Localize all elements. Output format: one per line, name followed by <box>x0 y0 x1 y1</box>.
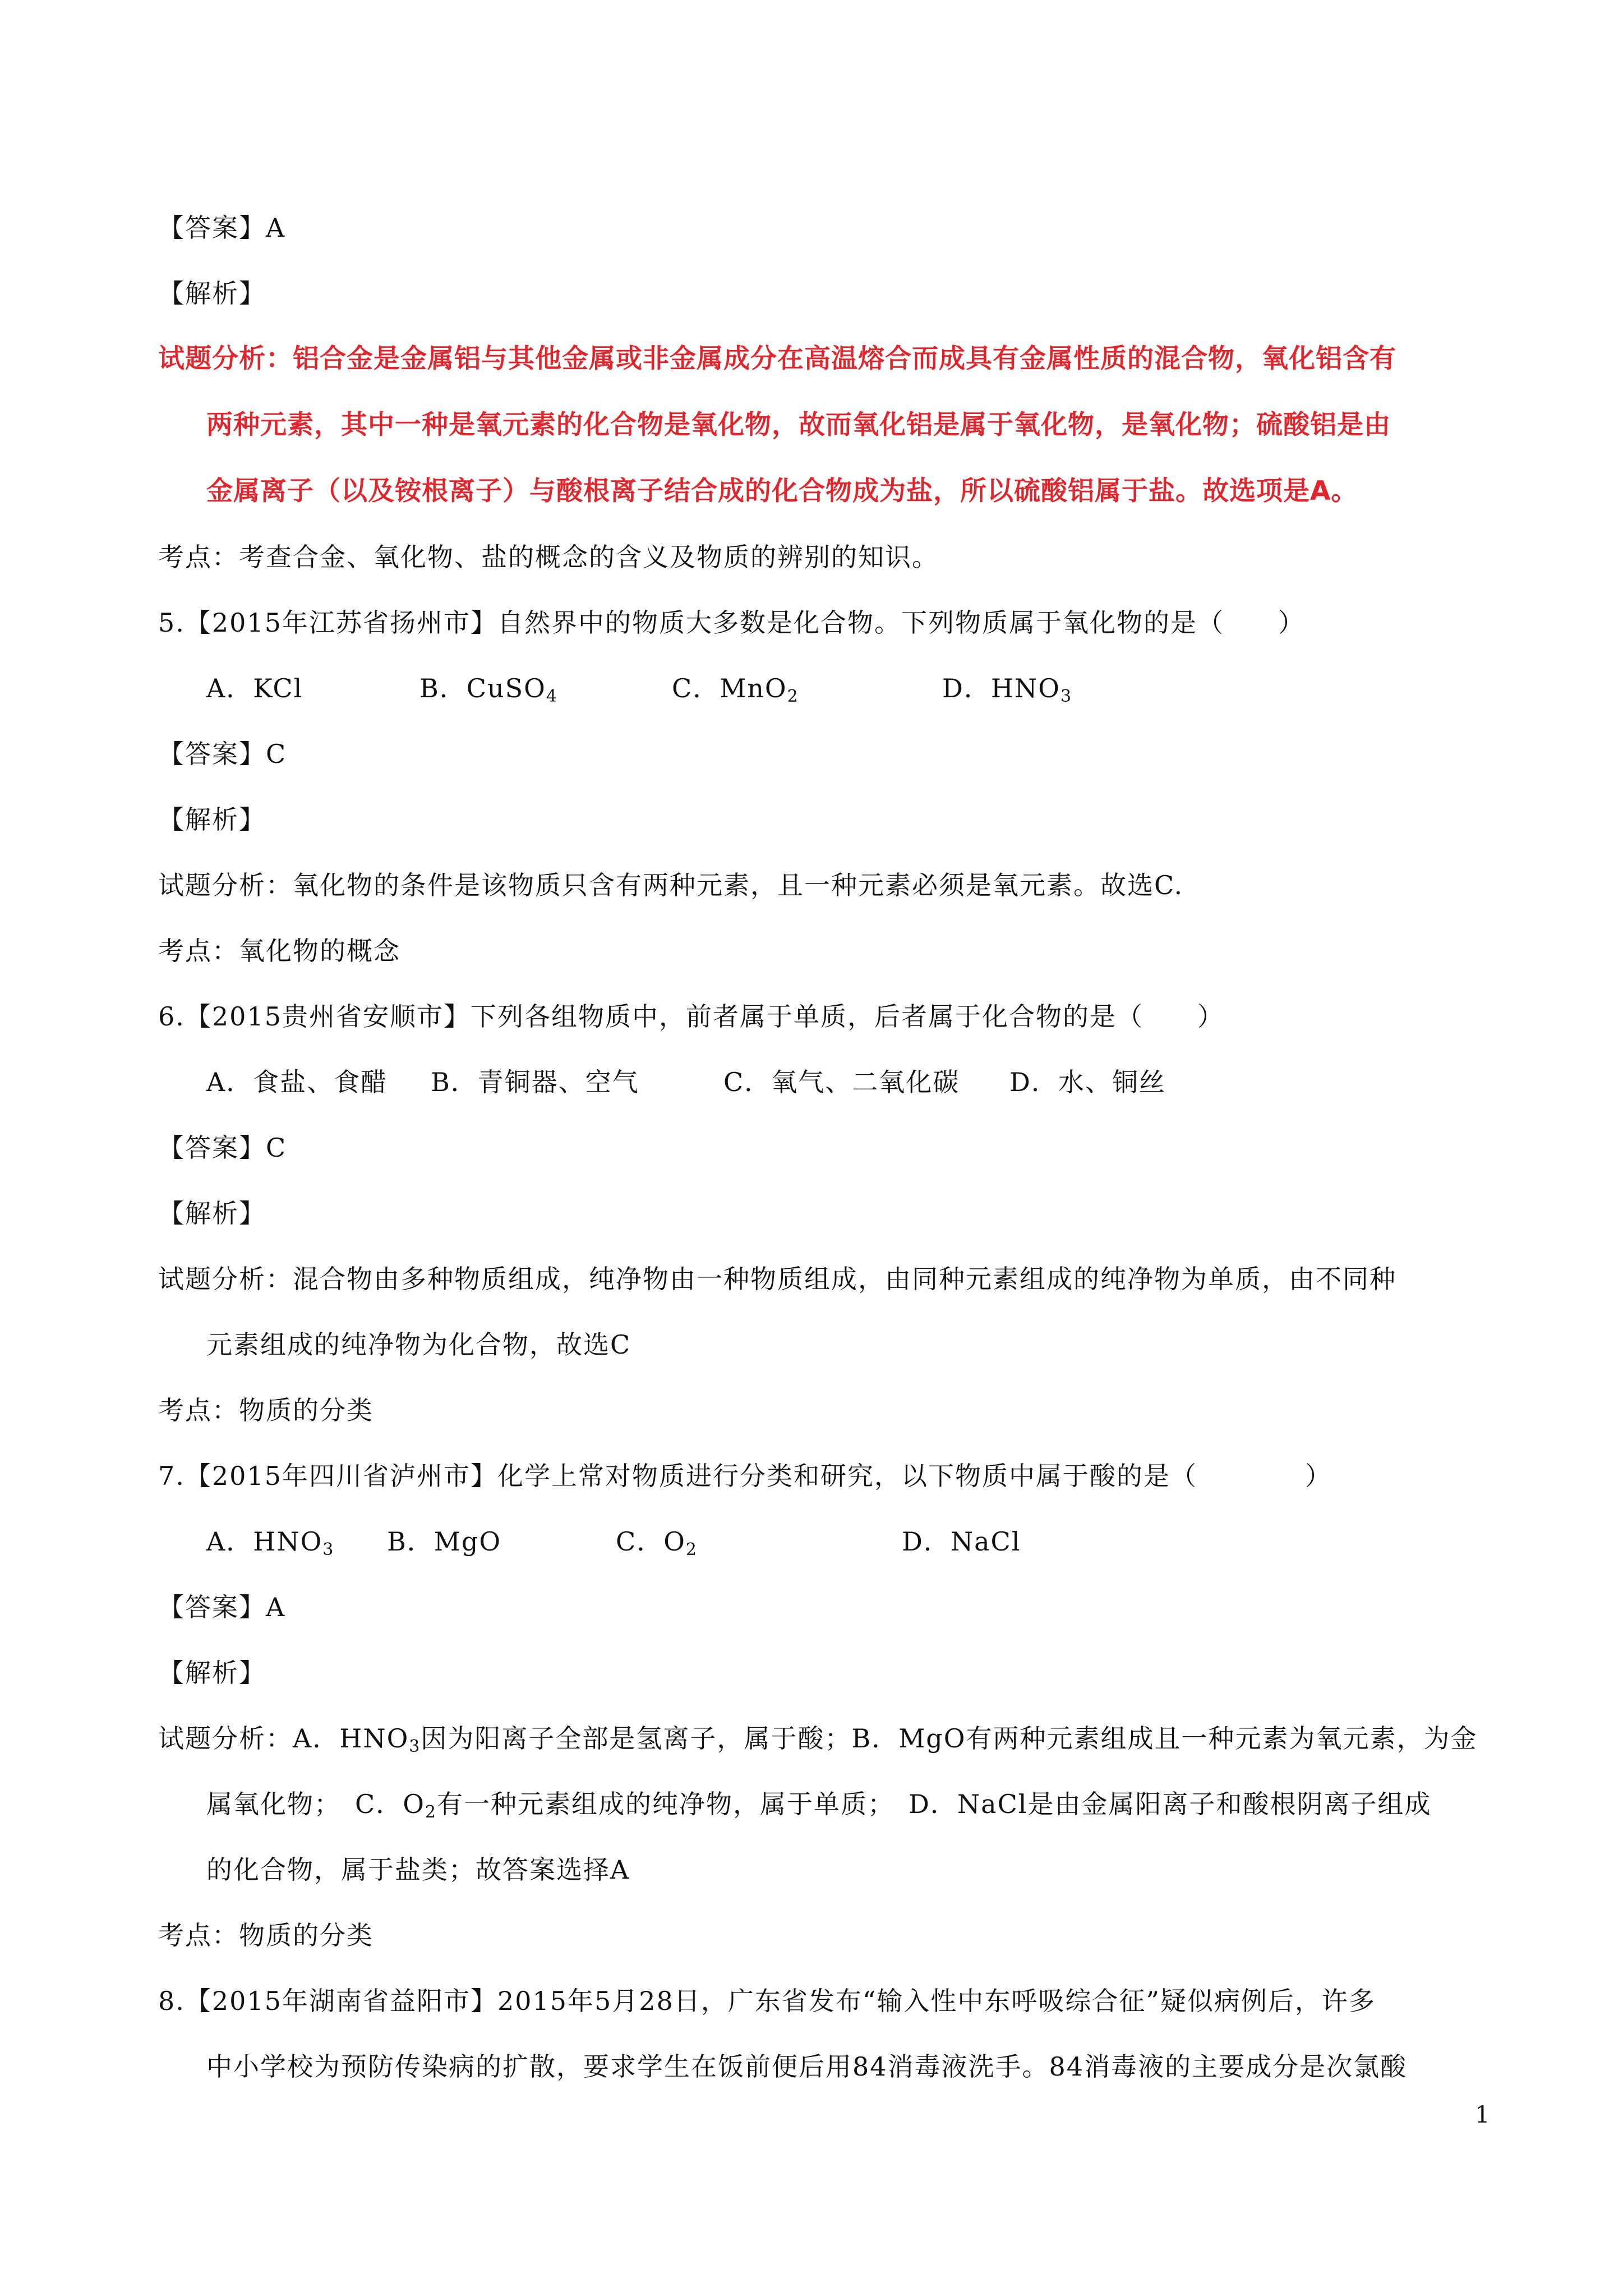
q4-analysis-line-1: 试题分析：铝合金是金属铝与其他金属或非金属成分在高温熔合而成具有金属性质的混合物，氧化铝含有 <box>158 343 1396 374</box>
q7-analysis-label: 【解析】 <box>158 1658 266 1688</box>
q5-option-c: C．MnO$_2$ <box>672 673 799 706</box>
q6-analysis-label: 【解析】 <box>158 1198 266 1228</box>
q4-kaodian: 考点：考查合金、氧化物、盐的概念的含义及物质的辨别的知识。 <box>158 542 939 572</box>
q7-analysis-line-2: 属氧化物； C．$O_2$有一种元素组成的纯净物，属于单质； D．NaCl是由金属阳离子和酸根阴离子组成 <box>206 1789 1432 1822</box>
q6-analysis-line-1: 试题分析：混合物由多种物质组成，纯净物由一种物质组成，由同种元素组成的纯净物为单质，由不同种 <box>158 1264 1396 1294</box>
page-number: 1 <box>1475 2101 1490 2128</box>
q5-option-a: A．KCl <box>206 673 303 703</box>
q6-kaodian: 考点：物质的分类 <box>158 1395 374 1425</box>
q7-analysis-line-3: 的化合物，属于盐类；故答案选择A <box>206 1855 630 1885</box>
q6-stem: 6.【2015贵州省安顺市】下列各组物质中，前者属于单质，后者属于化合物的是（ ） <box>158 1001 1224 1032</box>
q7-option-c: C．$O_2$ <box>616 1526 698 1559</box>
q5-stem: 5.【2015年江苏省扬州市】自然界中的物质大多数是化合物。下列物质属于氧化物的是（ ） <box>158 608 1305 638</box>
q6-option-a: A．食盐、食醋 <box>206 1067 388 1097</box>
q5-option-b: B．CuSO$_4$ <box>419 673 558 706</box>
q6-option-d: D．水、铜丝 <box>1009 1067 1166 1097</box>
q6-answer: 【答案】C <box>158 1133 287 1163</box>
q7-answer: 【答案】A <box>158 1592 286 1622</box>
q6-analysis-line-2: 元素组成的纯净物为化合物，故选C <box>206 1329 631 1360</box>
q5-answer: 【答案】C <box>158 739 287 769</box>
q7-kaodian: 考点：物质的分类 <box>158 1920 374 1950</box>
q5-kaodian: 考点：氧化物的概念 <box>158 936 400 966</box>
q7-option-b: B．MgO <box>387 1526 502 1557</box>
q5-analysis: 试题分析：氧化物的条件是该物质只含有两种元素，且一种元素必须是氧元素。故选C. <box>158 870 1184 900</box>
q6-option-c: C．氧气、二氧化碳 <box>723 1067 960 1097</box>
q7-analysis-line-1: 试题分析：A．$HNO_3$因为阳离子全部是氢离子，属于酸；B．MgO有两种元素组成且一种元素为氧元素，为金 <box>158 1723 1478 1756</box>
q4-answer: 【答案】A <box>158 213 286 243</box>
q5-analysis-label: 【解析】 <box>158 804 266 835</box>
q4-analysis-line-2: 两种元素，其中一种是氧元素的化合物是氧化物，故而氧化铝是属于氧化物，是氧化物；硫酸铝是由 <box>206 409 1391 440</box>
q5-option-d: D．$HNO_3$ <box>942 673 1073 706</box>
q6-option-b: B．青铜器、空气 <box>431 1067 639 1097</box>
q7-option-d: D．NaCl <box>902 1526 1021 1557</box>
q7-stem: 7.【2015年四川省泸州市】化学上常对物质进行分类和研究，以下物质中属于酸的是（ ） <box>158 1461 1332 1491</box>
q8-stem-line-2: 中小学校为预防传染病的扩散，要求学生在饭前便后用84消毒液洗手。84消毒液的主要成分是次氯酸 <box>206 2051 1408 2082</box>
q8-stem-line-1: 8.【2015年湖南省益阳市】2015年5月28日，广东省发布“输入性中东呼吸综合征”疑似病例后，许多 <box>158 1986 1376 2016</box>
q4-analysis-label: 【解析】 <box>158 278 266 309</box>
q4-analysis-line-3: 金属离子（以及铵根离子）与酸根离子结合成的化合物成为盐，所以硫酸铝属于盐。故选项是A。 <box>206 476 1358 507</box>
q7-option-a: A．$HNO_3$ <box>206 1526 335 1559</box>
